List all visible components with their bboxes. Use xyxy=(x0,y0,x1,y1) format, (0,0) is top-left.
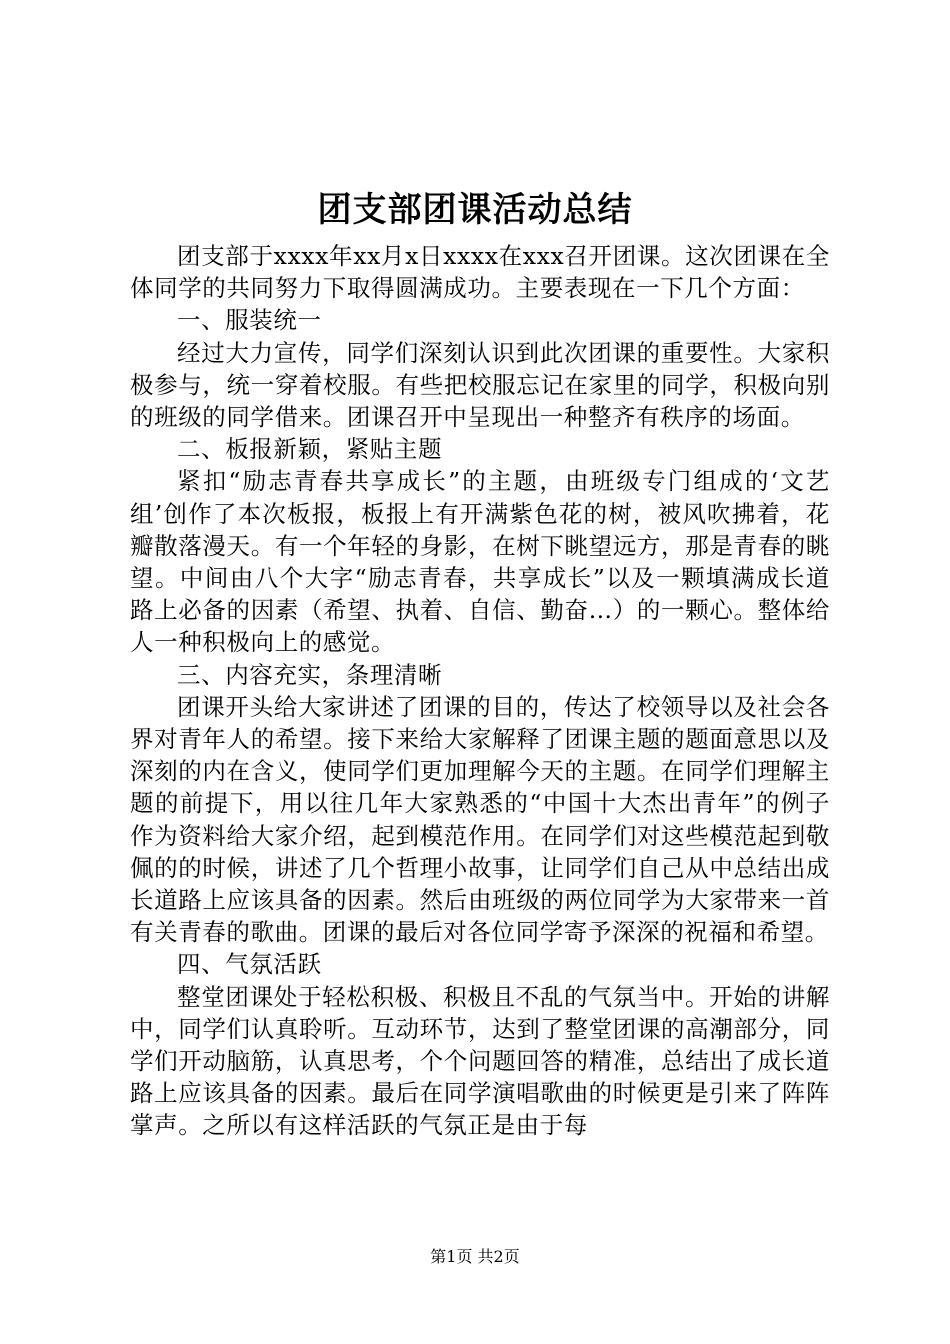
paragraph-section-2: 紧扣“励志青春共享成长”的主题，由班级专门组成的‘文艺组’创作了本次板报，板报上有开满紫色花的树，被风吹拂着，花瓣散落漫天。有一个年轻的身影，在树下眺望远方，那是青春的眺望。中间由八个大字“励志青春，共享成长”以及一颗填满成长道路上必备的因素（希望、执着、自信、勤奋…）的一颗心。整体给人一种积极向上的感觉。 xyxy=(130,467,830,657)
section-heading-4: 四、气氛活跃 xyxy=(177,950,322,979)
paragraph-section-1: 经过大力宣传，同学们深刻认识到此次团课的重要性。大家积极参与，统一穿着校服。有些把校服忘记在家里的同学，积极向别的班级的同学借来。团课召开中呈现出一种整齐有秩序的场面。 xyxy=(130,338,830,432)
document-body xyxy=(130,240,830,1142)
section-heading-2: 二、板报新颖，紧贴主题 xyxy=(177,435,443,464)
document-title: 团支部团课活动总结 xyxy=(317,190,633,230)
page-footer: 第1页 共2页 xyxy=(430,1247,520,1266)
paragraph-intro: 团支部于xxxx年xx月x日xxxx在xxx召开团课。这次团课在全体同学的共同努力下取得圆满成功。主要表现在一下几个方面： xyxy=(130,242,830,303)
section-heading-3: 三、内容充实，条理清晰 xyxy=(177,660,443,689)
paragraph-section-4: 整堂团课处于轻松积极、积极且不乱的气氛当中。开始的讲解中，同学们认真聆听。互动环节，达到了整堂团课的高潮部分，同学们开动脑筋，认真思考，个个问题回答的精准，总结出了成长道路上应该具备的因素。最后在同学演唱歌曲的时候更是引来了阵阵掌声。之所以有这样活跃的气氛正是由于每 xyxy=(130,982,830,1140)
paragraph-section-3: 团课开头给大家讲述了团课的目的，传达了校领导以及社会各界对青年人的希望。接下来给大家解释了团课主题的题面意思以及深刻的内在含义，使同学们更加理解今天的主题。在同学们理解主题的前提下，用以往几年大家熟悉的“中国十大杰出青年”的例子作为资料给大家介绍，起到模范作用。在同学们对这些模范起到敬佩的的时候，讲述了几个哲理小故事，让同学们自己从中总结出成长道路上应该具备的因素。然后由班级的两位同学为大家带来一首有关青春的歌曲。团课的最后对各位同学寄予深深的祝福和希望。 xyxy=(130,692,830,947)
section-heading-1: 一、服装统一 xyxy=(177,306,322,335)
